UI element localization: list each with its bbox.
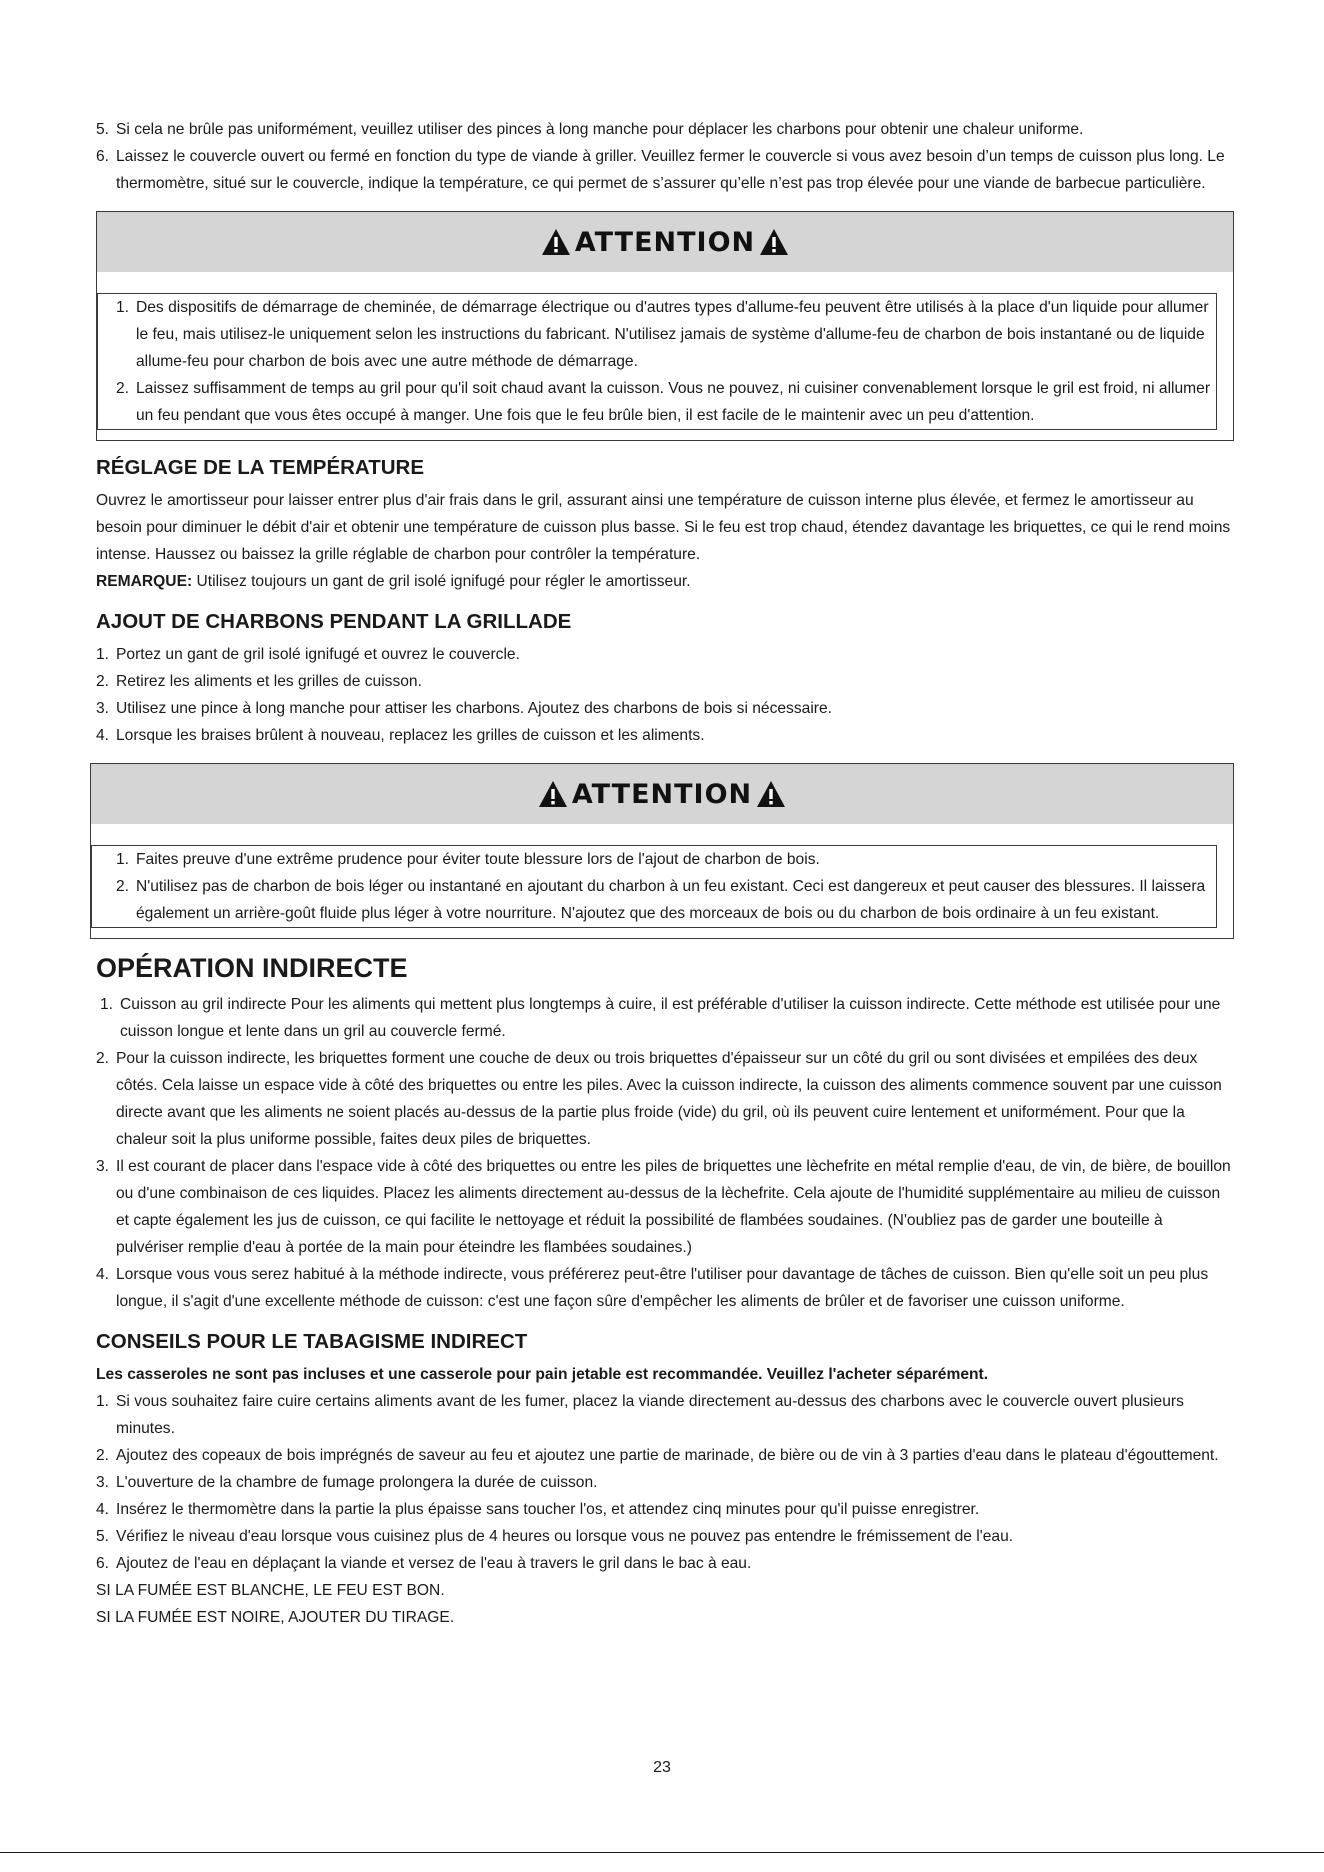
smoke-black-line: SI LA FUMÉE EST NOIRE, AJOUTER DU TIRAGE. bbox=[96, 1609, 455, 1626]
list-item: 6. Laissez le couvercle ouvert ou fermé en fonction du type de viande à griller. Veuillez fermer le couvercle si vous avez besoin d’un temps de cuisson plus long. Le thermomètre, situé sur le couvercle, indique la température, ce qui permet de s’assurer qu’elle n’est pas trop élevée pour une viande de barbecue particulière. bbox=[96, 148, 1225, 192]
list-item: 3. Utilisez une pince à long manche pour attiser les charbons. Ajoutez des charbons de bois si nécessaire. bbox=[96, 700, 832, 717]
warning-triangle-icon bbox=[759, 228, 789, 256]
temperature-body: Ouvrez le amortisseur pour laisser entrer plus d'air frais dans le gril, assurant ainsi une température de cuisson interne plus élevée, et fermez le amortisseur au besoin pour diminuer le débit d'air et obtenir une température de cuisson plus basse. Si le feu est trop chaud, étendez davantage les briquettes, ce qui le rend moins intense. Haussez ou baissez la grille réglable de charbon pour contrôler la température. bbox=[96, 492, 1231, 563]
warning-triangle-icon bbox=[538, 780, 568, 808]
section-heading-smoking: CONSEILS POUR LE TABAGISME INDIRECT bbox=[96, 1330, 528, 1353]
warning-box-2 bbox=[90, 763, 1234, 939]
warning-header bbox=[97, 212, 1233, 272]
section-heading-indirect: OPÉRATION INDIRECTE bbox=[96, 953, 408, 983]
temperature-note: REMARQUE: Utilisez toujours un gant de gril isolé ignifugé pour régler le amortisseur. bbox=[96, 573, 691, 590]
list-item: 2. Ajoutez des copeaux de bois imprégnés de saveur au feu et ajoutez une partie de marinade, de bière ou de vin à 3 parties d'eau dans le plateau d'égouttement. bbox=[96, 1447, 1219, 1464]
list-item: 1. Faites preuve d'une extrême prudence pour éviter toute blessure lors de l'ajout de charbon de bois. bbox=[116, 851, 820, 868]
section-heading-adding-coals: AJOUT DE CHARBONS PENDANT LA GRILLADE bbox=[96, 610, 572, 633]
list-item: 1. Portez un gant de gril isolé ignifugé et ouvrez le couvercle. bbox=[96, 646, 520, 663]
intro-list bbox=[96, 116, 1234, 197]
page-number: 23 bbox=[653, 1759, 671, 1776]
warning-body bbox=[91, 824, 1233, 938]
document-page bbox=[96, 116, 1234, 1631]
list-item: 5. Si cela ne brûle pas uniformément, veuillez utiliser des pinces à long manche pour déplacer les charbons pour obtenir une chaleur uniforme. bbox=[96, 121, 1084, 138]
warning-title: ATTENTION bbox=[571, 778, 753, 810]
list-item: 4. Lorsque les braises brûlent à nouveau, replacez les grilles de cuisson et les aliments. bbox=[96, 727, 705, 744]
adding-coals-list bbox=[96, 641, 1234, 749]
list-item: 6. Ajoutez de l'eau en déplaçant la viande et versez de l'eau à travers le gril dans le bac à eau. bbox=[96, 1555, 752, 1572]
warning-box-1 bbox=[96, 211, 1234, 441]
smoke-white-line: SI LA FUMÉE EST BLANCHE, LE FEU EST BON. bbox=[96, 1582, 445, 1599]
warning-header bbox=[91, 764, 1233, 824]
bottom-divider bbox=[0, 1852, 1324, 1853]
warning-triangle-icon bbox=[541, 228, 571, 256]
indirect-list bbox=[96, 991, 1234, 1315]
section-heading-temperature: RÉGLAGE DE LA TEMPÉRATURE bbox=[96, 456, 425, 479]
list-item: 2. Pour la cuisson indirecte, les briquettes forment une couche de deux ou trois briquettes d'épaisseur sur un côté du gril ou sont divisées et empilées des deux côtés. Cela laisse un espace vide à côté des briquettes ou entre les piles. Avec la cuisson indirecte, la cuisson des aliments commence souvent par une cuisson directe avant que les aliments ne soient placés au-dessus de la partie plus froide (vide) du gril, où ils peuvent cuire lentement et uniformément. Pour que la chaleur soit la plus uniforme possible, faites deux piles de briquettes. bbox=[96, 1050, 1222, 1148]
list-item: 1. Des dispositifs de démarrage de cheminée, de démarrage électrique ou d'autres types d'allume-feu peuvent être utilisés à la place d'un liquide pour allumer le feu, mais utilisez-le uniquement selon les instructions du fabricant. N'utilisez jamais de système d'allume-feu de charbon de bois instantané ou de liquide allume-feu pour charbon de bois avec une autre méthode de démarrage. bbox=[116, 299, 1209, 370]
list-item: 2. Laissez suffisamment de temps au gril pour qu'il soit chaud avant la cuisson. Vous ne pouvez, ni cuisiner convenablement lorsque le gril est froid, ni allumer un feu pendant que vous êtes occupé à manger. Une fois que le feu brûle bien, il est facile de le maintenir avec un peu d'attention. bbox=[116, 380, 1211, 424]
smoking-notice: Les casseroles ne sont pas incluses et une casserole pour pain jetable est recommandée. Veuillez l'acheter séparément. bbox=[96, 1366, 989, 1383]
smoking-list bbox=[96, 1388, 1234, 1577]
list-item: 5. Vérifiez le niveau d'eau lorsque vous cuisinez plus de 4 heures ou lorsque vous ne pouvez pas entendre le frémissement de l'eau. bbox=[96, 1528, 1014, 1545]
list-item: 4. Insérez le thermomètre dans la partie la plus épaisse sans toucher l'os, et attendez cinq minutes pour qu'il puisse enregistrer. bbox=[96, 1501, 980, 1518]
list-item: 2. N'utilisez pas de charbon de bois léger ou instantané en ajoutant du charbon à un feu existant. Ceci est dangereux et peut causer des blessures. Il laissera également un arrière-goût fluide plus léger à votre nourriture. N'ajoutez que des morceaux de bois ou du charbon de bois ordinaire à un feu existant. bbox=[116, 878, 1206, 922]
warning-title: ATTENTION bbox=[574, 226, 756, 258]
warning-body bbox=[97, 272, 1233, 440]
list-item: 1. Cuisson au gril indirecte Pour les aliments qui mettent plus longtemps à cuire, il est préférable d'utiliser la cuisson indirecte. Cette méthode est utilisée pour une cuisson longue et lente dans un gril au couvercle fermé. bbox=[100, 996, 1221, 1040]
list-item: 3. L'ouverture de la chambre de fumage prolongera la durée de cuisson. bbox=[96, 1474, 598, 1491]
list-item: 3. Il est courant de placer dans l'espace vide à côté des briquettes ou entre les piles de briquettes une lèchefrite en métal remplie d'eau, de vin, de bière, de bouillon ou d'une combinaison de ces liquides. Placez les aliments directement au-dessus de la lèchefrite. Cela ajoute de l'humidité supplémentaire au milieu de cuisson et capte également les jus de cuisson, ce qui facilite le nettoyage et réduit la possibilité de flambées soudaines. (N'oubliez pas de garder une bouteille à pulvériser remplie d'eau à portée de la main pour éteindre les flambées soudaines.) bbox=[96, 1158, 1231, 1256]
list-item: 1. Si vous souhaitez faire cuire certains aliments avant de les fumer, placez la viande directement au-dessus des charbons avec le couvercle ouvert plusieurs minutes. bbox=[96, 1393, 1184, 1437]
list-item: 4. Lorsque vous vous serez habitué à la méthode indirecte, vous préférerez peut-être l'utiliser pour davantage de tâches de cuisson. Bien qu'elle soit un peu plus longue, il s'agit d'une excellente méthode de cuisson: c'est une façon sûre d'empêcher les aliments de brûler et de favoriser une cuisson uniforme. bbox=[96, 1266, 1209, 1310]
warning-triangle-icon bbox=[756, 780, 786, 808]
list-item: 2. Retirez les aliments et les grilles de cuisson. bbox=[96, 673, 422, 690]
